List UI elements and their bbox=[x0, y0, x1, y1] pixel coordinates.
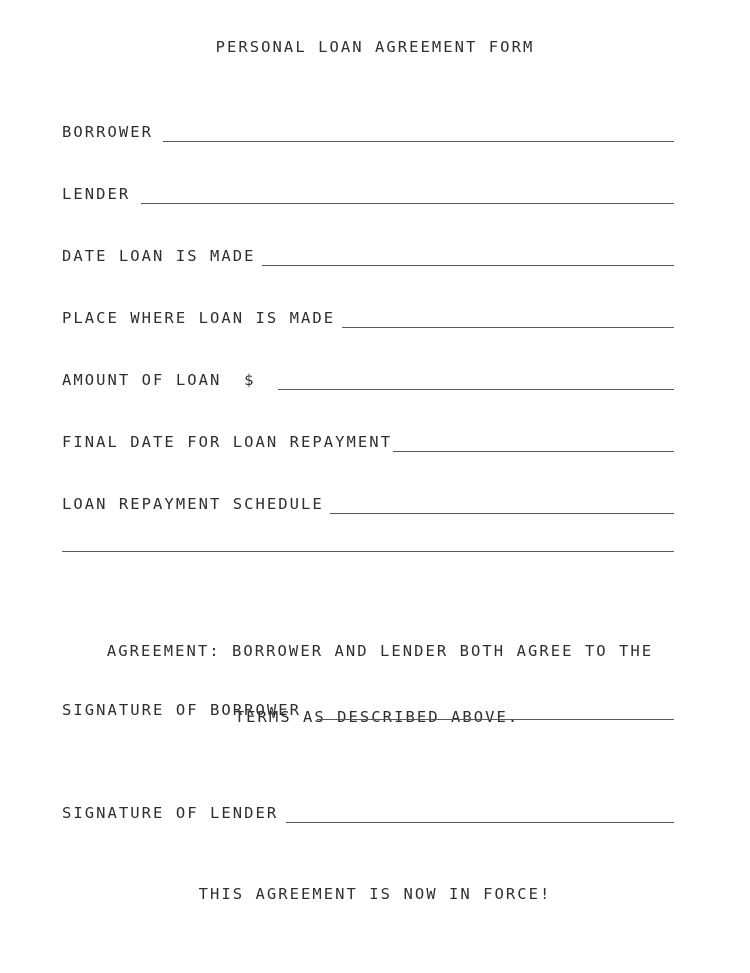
agreement-statement-line-2: TERMS AS DESCRIBED ABOVE. bbox=[234, 708, 520, 726]
field-label-date-loan-is-made: DATE LOAN IS MADE bbox=[62, 247, 256, 265]
agreement-statement-line-1: AGREEMENT: BORROWER AND LENDER BOTH AGREE TO THE bbox=[106, 642, 654, 660]
agreement-statement bbox=[0, 596, 750, 772]
field-label-borrower: BORROWER bbox=[62, 123, 154, 141]
page-title: PERSONAL LOAN AGREEMENT FORM bbox=[215, 38, 535, 56]
field-row-place-where-loan-is-made bbox=[62, 308, 750, 334]
field-input-loan-repayment-schedule[interactable] bbox=[330, 513, 674, 514]
signature-row-borrower bbox=[62, 700, 750, 726]
field-row-amount-of-loan bbox=[62, 370, 750, 396]
field-input-final-date-for-loan-repayment[interactable] bbox=[393, 451, 674, 452]
field-label-lender: LENDER bbox=[62, 185, 131, 203]
field-label-place-where-loan-is-made: PLACE WHERE LOAN IS MADE bbox=[62, 309, 336, 327]
signature-input-borrower[interactable] bbox=[317, 719, 674, 720]
document-footer-statement: THIS AGREEMENT IS NOW IN FORCE! bbox=[198, 885, 552, 903]
field-input-borrower[interactable] bbox=[163, 141, 674, 142]
field-row-borrower bbox=[62, 122, 750, 148]
signature-row-lender bbox=[62, 803, 750, 829]
field-label-loan-repayment-schedule: LOAN REPAYMENT SCHEDULE bbox=[62, 495, 324, 513]
field-row-date-loan-is-made bbox=[62, 246, 750, 272]
field-input-amount-of-loan[interactable] bbox=[278, 389, 674, 390]
signature-input-lender[interactable] bbox=[286, 822, 674, 823]
signature-label-borrower: SIGNATURE OF BORROWER bbox=[62, 701, 302, 719]
field-input-lender[interactable] bbox=[141, 203, 674, 204]
signature-label-lender: SIGNATURE OF LENDER bbox=[62, 804, 279, 822]
field-input-place-where-loan-is-made[interactable] bbox=[342, 327, 674, 328]
field-label-final-date-for-loan-repayment: FINAL DATE FOR LOAN REPAYMENT bbox=[62, 433, 393, 451]
field-label-amount-of-loan: AMOUNT OF LOAN $ bbox=[62, 371, 256, 389]
field-input-date-loan-is-made[interactable] bbox=[262, 265, 674, 266]
field-row-loan-repayment-schedule bbox=[62, 494, 750, 520]
field-row-final-date-for-loan-repayment bbox=[62, 432, 750, 458]
loan-repayment-schedule-continuation-input[interactable] bbox=[62, 551, 674, 552]
field-row-lender bbox=[62, 184, 750, 210]
